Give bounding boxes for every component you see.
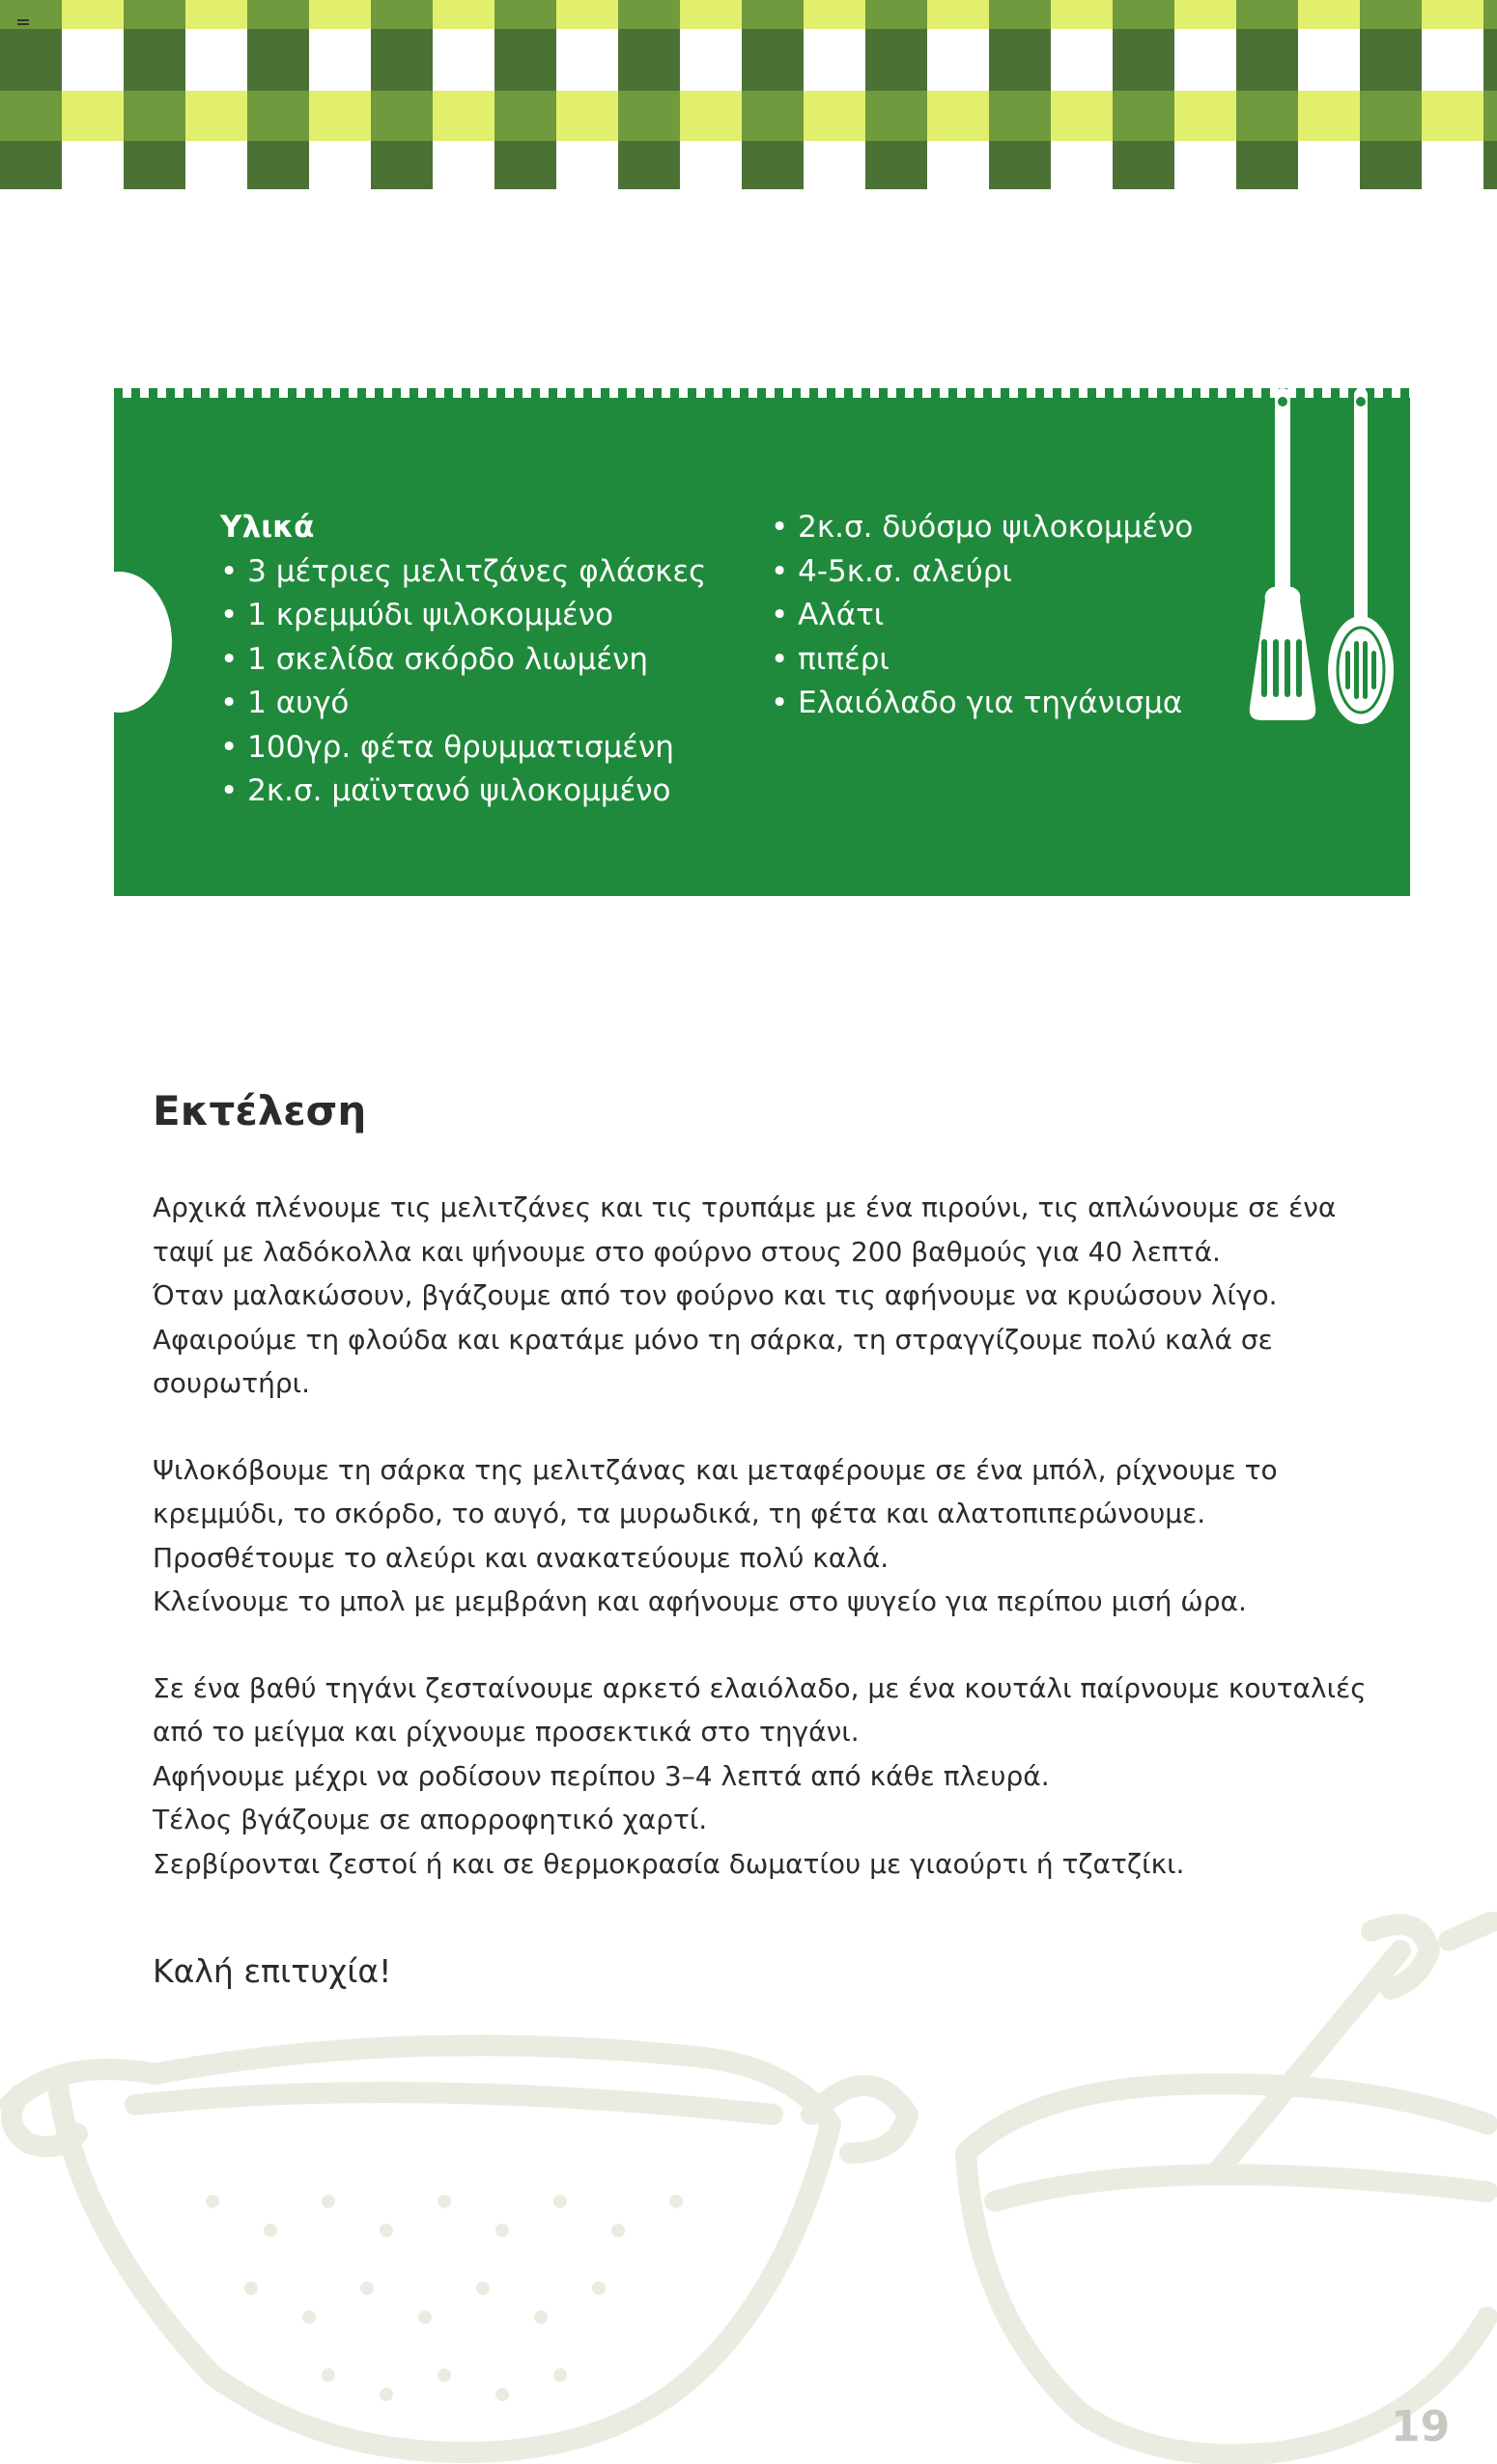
method-line: Σερβίρονται ζεστοί ή και σε θερμοκρασία δωματίου με γιαούρτι ή τζατζίκι. bbox=[153, 1847, 1185, 1880]
ingredients-right-column bbox=[771, 506, 1273, 726]
ingredients-panel bbox=[114, 388, 1410, 896]
method-line: Σε ένα βαθύ τηγάνι ζεσταίνουμε αρκετό ελαιόλαδο, με ένα κουτάλι παίρνουμε κουταλιές bbox=[153, 1671, 1367, 1704]
ingredient-item: • 1 αυγό bbox=[220, 682, 761, 726]
ingredients-title: Υλικά bbox=[220, 510, 315, 545]
menu-icon[interactable] bbox=[17, 19, 29, 25]
method-line: κρεμμύδι, το σκόρδο, το αυγό, τα μυρωδικά, τη φέτα και αλατοπιπερώνουμε. bbox=[153, 1498, 1206, 1529]
method-paragraph bbox=[153, 1448, 1370, 1624]
spatula-and-slotted-spoon-icon bbox=[1234, 388, 1410, 736]
method-line: Όταν μαλακώσουν, βγάζουμε από τον φούρνο και τις αφήνουμε να κρυώσουν λίγο. bbox=[153, 1279, 1278, 1311]
method-line: Αρχικά πλένουμε τις μελιτζάνες και τις τρυπάμε με ένα πιρούνι, τις απλώνουμε σε ένα bbox=[153, 1191, 1337, 1223]
method-line: Τέλος βγάζουμε σε απορροφητικό χαρτί. bbox=[153, 1804, 708, 1835]
method-paragraph bbox=[153, 1186, 1370, 1406]
ingredient-item: • 4-5κ.σ. αλεύρι bbox=[771, 550, 1273, 595]
closing-message: Καλή επιτυχία! bbox=[153, 1952, 392, 1990]
method-line: από το μείγμα και ρίχνουμε προσεκτικά στο τηγάνι. bbox=[153, 1716, 860, 1748]
ingredient-item: • 2κ.σ. μαϊντανό ψιλοκομμένο bbox=[220, 770, 761, 814]
panel-notch bbox=[66, 572, 172, 713]
ingredient-item: • 2κ.σ. δυόσμο ψιλοκομμένο bbox=[771, 506, 1273, 550]
ingredient-item: • Αλάτι bbox=[771, 594, 1273, 638]
method-line: Αφήνουμε μέχρι να ροδίσουν περίπου 3–4 λεπτά από κάθε πλευρά. bbox=[153, 1759, 1050, 1792]
checkered-header-mid-row bbox=[0, 0, 1497, 189]
method-line: Προσθέτουμε το αλεύρι και ανακατεύουμε πολύ καλά. bbox=[153, 1541, 890, 1574]
ingredients-left-column bbox=[220, 506, 761, 814]
ingredient-item: • 100γρ. φέτα θρυμματισμένη bbox=[220, 726, 761, 770]
method-line: Αφαιρούμε τη φλούδα και κρατάμε μόνο τη σάρκα, τη στραγγίζουμε πολύ καλά σε bbox=[153, 1323, 1273, 1356]
method-line: ταψί με λαδόκολλα και ψήνουμε στο φούρνο στους 200 βαθμούς για 40 λεπτά. bbox=[153, 1235, 1221, 1268]
ingredient-item: • 3 μέτριες μελιτζάνες φλάσκες bbox=[220, 550, 761, 595]
kitchenware-decoration bbox=[0, 1912, 1497, 2464]
method-steps bbox=[153, 1186, 1370, 1928]
method-paragraph bbox=[153, 1666, 1370, 1887]
ingredient-item: • 1 κρεμμύδι ψιλοκομμένο bbox=[220, 594, 761, 638]
method-line: σουρωτήρι. bbox=[153, 1367, 311, 1399]
ingredient-item: • πιπέρι bbox=[771, 638, 1273, 683]
mixing-bowl-whisk-icon bbox=[966, 1921, 1492, 2454]
colander-holes bbox=[206, 2195, 683, 2401]
method-line: Κλείνουμε το μπολ με μεμβράνη και αφήνουμε στο ψυγείο για περίπου μισή ώρα. bbox=[153, 1585, 1247, 1617]
method-title: Εκτέλεση bbox=[153, 1087, 367, 1134]
ingredient-item: • 1 σκελίδα σκόρδο λιωμένη bbox=[220, 638, 761, 683]
ingredient-item: • Ελαιόλαδο για τηγάνισμα bbox=[771, 682, 1273, 726]
page-number: 19 bbox=[1391, 2402, 1451, 2451]
method-line: Ψιλοκόβουμε τη σάρκα της μελιτζάνας και μεταφέρουμε σε ένα μπόλ, ρίχνουμε το bbox=[153, 1453, 1278, 1486]
colander-icon bbox=[10, 2045, 908, 2452]
